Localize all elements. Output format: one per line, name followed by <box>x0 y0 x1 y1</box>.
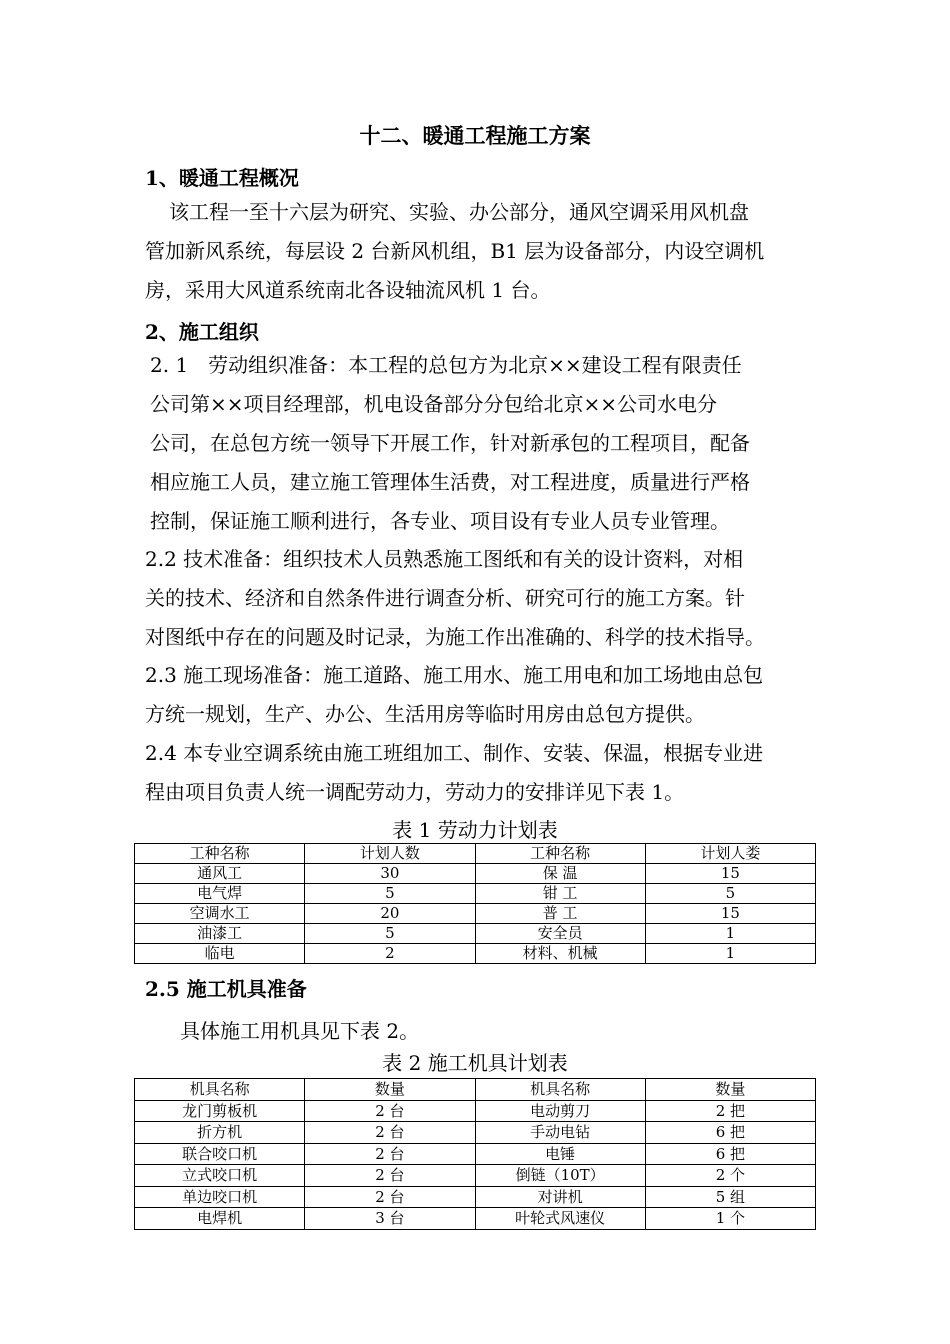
paragraph-2-1 <box>150 346 830 541</box>
table-cell: 临电 <box>135 944 305 964</box>
table-row <box>135 1165 816 1187</box>
table-cell: 普 工 <box>475 904 645 924</box>
table1-caption: 表 1 劳动力计划表 <box>392 818 558 842</box>
table-cell: 电焊机 <box>135 1208 305 1230</box>
text-line: 2.3 施工现场准备：施工道路、施工用水、施工用电和加工场地由总包 <box>145 663 764 687</box>
text-line: 对图纸中存在的问题及时记录，为施工作出准确的、科学的技术指导。 <box>145 625 765 649</box>
text-line: 2. 1 劳动组织准备：本工程的总包方为北京××建设工程有限责任 <box>150 353 742 377</box>
table-header-row <box>135 844 816 864</box>
header-cell: 数量 <box>645 1079 815 1101</box>
table-cell: 20 <box>305 904 475 924</box>
table-cell: 2 台 <box>305 1165 475 1187</box>
table-cell: 手动电钻 <box>475 1122 645 1144</box>
text-line: 公司，在总包方统一领导下开展工作，针对新承包的工程项目，配备 <box>150 431 750 455</box>
table-row <box>135 904 816 924</box>
table-cell: 保 温 <box>475 864 645 884</box>
table-cell: 对讲机 <box>475 1186 645 1208</box>
table-cell: 15 <box>645 904 815 924</box>
section2-heading: 2、施工组织 <box>145 320 259 344</box>
table-cell: 电动剪刀 <box>475 1100 645 1122</box>
table-row <box>135 1186 816 1208</box>
text-line: 控制，保证施工顺利进行，各专业、项目设有专业人员专业管理。 <box>150 509 730 533</box>
text-line: 2.2 技术准备：组织技术人员熟悉施工图纸和有关的设计资料，对相 <box>145 547 744 571</box>
table-row <box>135 1208 816 1230</box>
text-line: 管加新风系统，每层设 2 台新风机组，B1 层为设备部分，内设空调机 <box>145 239 765 263</box>
table-cell: 1 <box>645 924 815 944</box>
table-cell: 2 台 <box>305 1143 475 1165</box>
text-line: 2.4 本专业空调系统由施工班组加工、制作、安装、保温，根据专业进 <box>145 741 764 765</box>
table-cell: 材料、机械 <box>475 944 645 964</box>
paragraph-2-3 <box>145 656 825 734</box>
page-title: 十二、暖通工程施工方案 <box>359 123 591 148</box>
labor-plan-table <box>134 843 816 964</box>
table-cell: 倒链（10T） <box>475 1165 645 1187</box>
table-cell: 安全员 <box>475 924 645 944</box>
table-cell: 电气焊 <box>135 884 305 904</box>
table-cell: 6 把 <box>645 1122 815 1144</box>
section25-text: 具体施工用机具见下表 2。 <box>180 1019 420 1043</box>
table-cell: 6 把 <box>645 1143 815 1165</box>
table-row <box>135 884 816 904</box>
section1-paragraph <box>145 193 825 310</box>
header-cell: 工种名称 <box>475 844 645 864</box>
text-line: 程由项目负责人统一调配劳动力，劳动力的安排详见下表 1。 <box>145 780 685 804</box>
table-cell: 叶轮式风速仪 <box>475 1208 645 1230</box>
header-cell: 计划人娄 <box>645 844 815 864</box>
header-cell: 机具名称 <box>135 1079 305 1101</box>
table-cell: 折方机 <box>135 1122 305 1144</box>
paragraph-2-4 <box>145 734 825 812</box>
table-cell: 30 <box>305 864 475 884</box>
paragraph-2-2 <box>145 540 825 657</box>
table-cell: 2 台 <box>305 1122 475 1144</box>
table2-caption: 表 2 施工机具计划表 <box>382 1051 568 1075</box>
table-cell: 5 <box>645 884 815 904</box>
text-line: 该工程一至十六层为研究、实验、办公部分，通风空调采用风机盘 <box>169 200 749 224</box>
table-cell: 2 台 <box>305 1186 475 1208</box>
text-line: 方统一规划，生产、办公、生活用房等临时用房由总包方提供。 <box>145 702 705 726</box>
header-cell: 数量 <box>305 1079 475 1101</box>
table-header-row <box>135 1079 816 1101</box>
equipment-plan-table <box>134 1078 816 1230</box>
text-line: 公司第××项目经理部，机电设备部分分包给北京××公司水电分 <box>150 392 718 416</box>
table-cell: 1 个 <box>645 1208 815 1230</box>
table-cell: 2 把 <box>645 1100 815 1122</box>
table-cell: 通风工 <box>135 864 305 884</box>
header-cell: 机具名称 <box>475 1079 645 1101</box>
table-row <box>135 924 816 944</box>
table-cell: 空调水工 <box>135 904 305 924</box>
table-cell: 15 <box>645 864 815 884</box>
table-cell: 油漆工 <box>135 924 305 944</box>
section25-heading: 2.5 施工机具准备 <box>145 977 307 1001</box>
table-cell: 2 个 <box>645 1165 815 1187</box>
text-line: 关的技术、经济和自然条件进行调查分析、研究可行的施工方案。针 <box>145 586 745 610</box>
table-cell: 5 组 <box>645 1186 815 1208</box>
table-cell: 2 <box>305 944 475 964</box>
table-cell: 5 <box>305 884 475 904</box>
table-cell: 1 <box>645 944 815 964</box>
table-row <box>135 864 816 884</box>
table-cell: 联合咬口机 <box>135 1143 305 1165</box>
section1-heading: 1、暖通工程概况 <box>145 166 299 190</box>
table-cell: 钳 工 <box>475 884 645 904</box>
table-row <box>135 1100 816 1122</box>
header-cell: 工种名称 <box>135 844 305 864</box>
table-row <box>135 1122 816 1144</box>
table-row <box>135 944 816 964</box>
table-cell: 立式咬口机 <box>135 1165 305 1187</box>
text-line: 相应施工人员，建立施工管理体生活费，对工程进度，质量进行严格 <box>150 470 750 494</box>
table-cell: 电锤 <box>475 1143 645 1165</box>
table-cell: 3 台 <box>305 1208 475 1230</box>
header-cell: 计划人数 <box>305 844 475 864</box>
table-cell: 单边咬口机 <box>135 1186 305 1208</box>
table-row <box>135 1143 816 1165</box>
table-cell: 2 台 <box>305 1100 475 1122</box>
table-cell: 5 <box>305 924 475 944</box>
text-line: 房，采用大风道系统南北各设轴流风机 1 台。 <box>145 278 551 302</box>
table-cell: 龙门剪板机 <box>135 1100 305 1122</box>
